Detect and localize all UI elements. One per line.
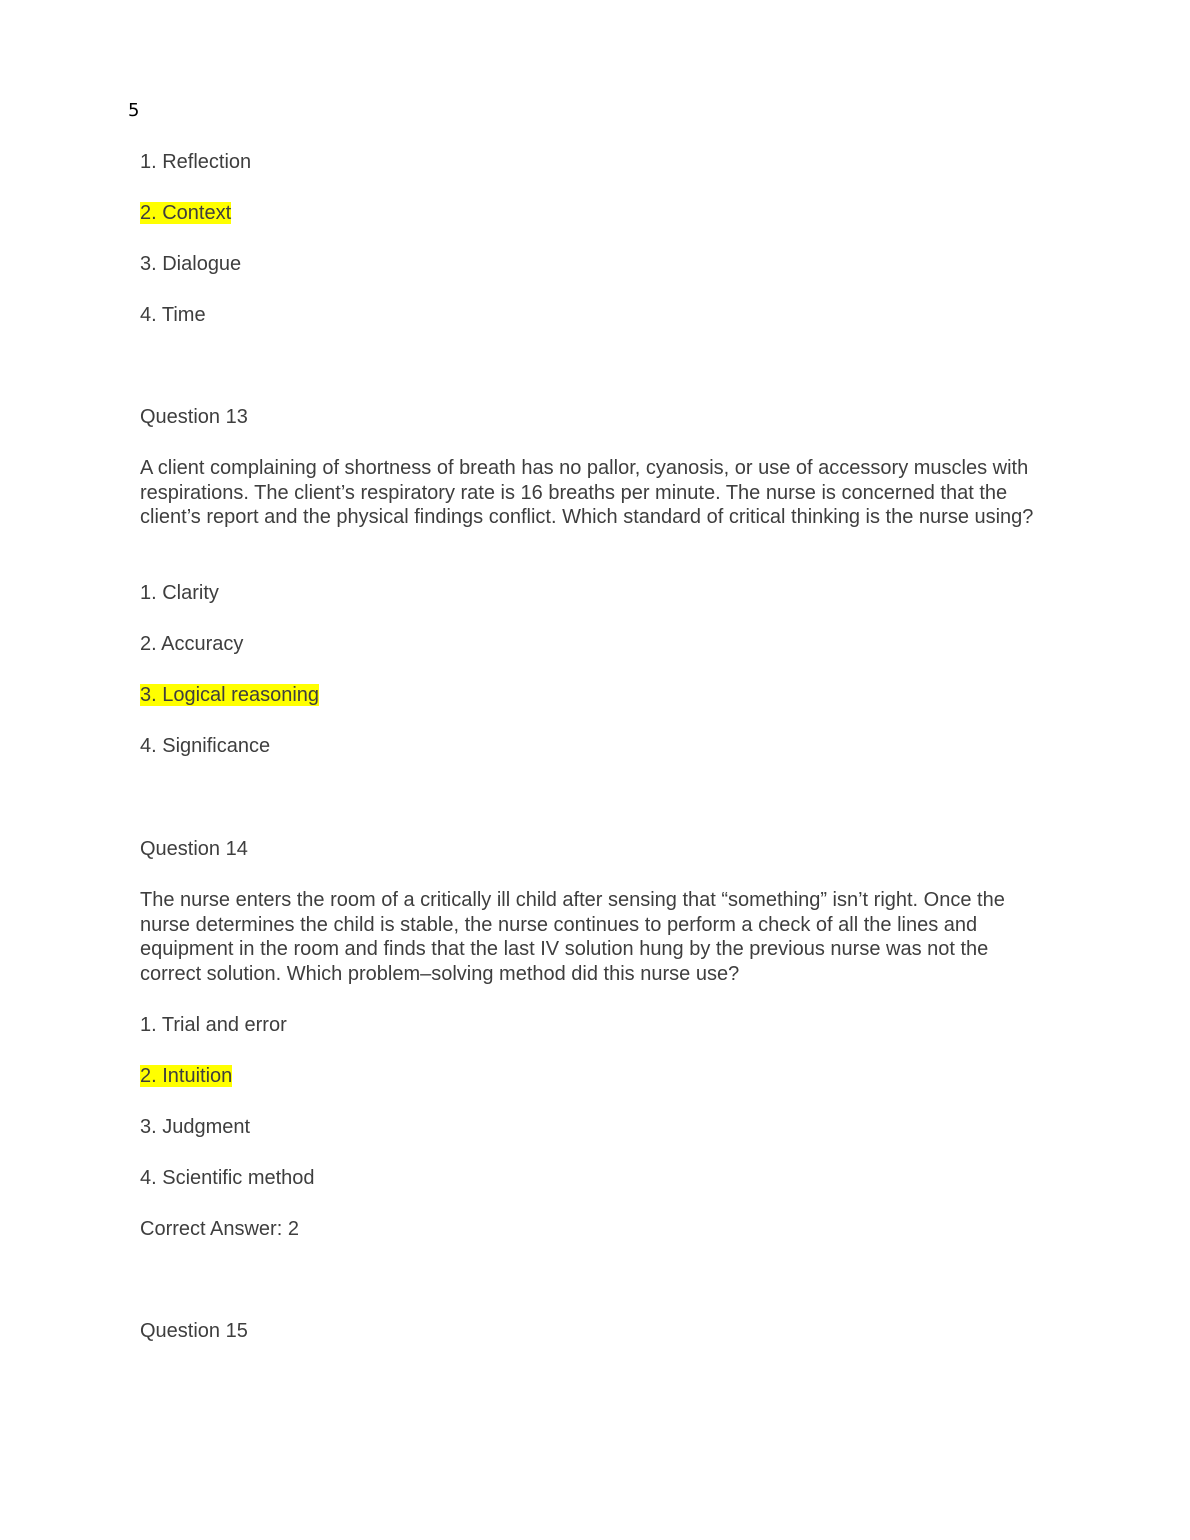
q14-correct-answer: Correct Answer: 2 — [140, 1218, 299, 1240]
q14-option-judgment: 3. Judgment — [140, 1116, 251, 1138]
option-time: 4. Time — [140, 304, 206, 326]
q13-option-clarity: 1. Clarity — [140, 582, 219, 604]
question-14-heading: Question 14 — [140, 838, 248, 860]
answer-highlight: 3. Logical reasoning — [140, 684, 320, 706]
q13-option-significance: 4. Significance — [140, 735, 271, 757]
q14-option-trial-and-error: 1. Trial and error — [140, 1014, 287, 1036]
q13-option-accuracy: 2. Accuracy — [140, 633, 244, 655]
q14-option-scientific-method: 4. Scientific method — [140, 1167, 315, 1189]
q13-option-logical-reasoning-highlighted — [140, 683, 319, 708]
page-number: 5 — [128, 100, 140, 121]
q14-option-intuition-highlighted — [140, 1064, 232, 1089]
option-dialogue: 3. Dialogue — [140, 253, 242, 275]
answer-highlight: 2. Intuition — [140, 1065, 233, 1087]
option-context-highlighted — [140, 201, 231, 226]
answer-highlight: 2. Context — [140, 202, 232, 224]
question-14-text: The nurse enters the room of a critically ill child after sensing that “something” isn’t right. Once the nurse determines the child is stable, the nurse continues to perform a check of all the lines and equipment in the room and finds that the last IV solution hung by the previous nurse was not the correct solution. Which problem–solving method did this nurse use? — [140, 889, 1005, 985]
option-reflection: 1. Reflection — [140, 151, 252, 173]
question-15-heading: Question 15 — [140, 1320, 248, 1342]
question-13-heading: Question 13 — [140, 406, 248, 428]
question-13-text: A client complaining of shortness of breath has no pallor, cyanosis, or use of accessory muscles with respirations. The client’s respiratory rate is 16 breaths per minute. The nurse is concerned that the client’s report and the physical findings conflict. Which standard of critical thinking is the nurse using? — [140, 457, 1034, 529]
